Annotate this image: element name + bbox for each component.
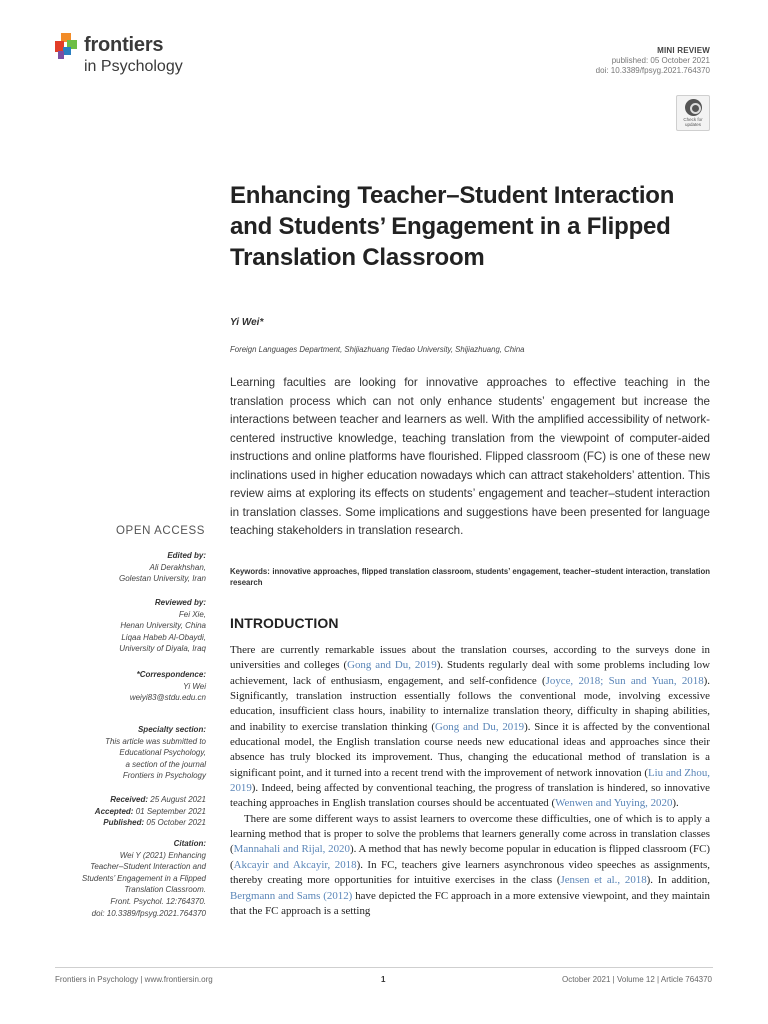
paragraph: There are currently remarkable issues about the translation courses, according to the surveys done in universities and colleges (Gong and Du, 2019). Students regularly deal with some problems including low achievement, lack of enthusiasm, engagement, and self-confidence (Joyce, 2018; Sun and Yuan, 2018). Significantly, translation instruction essentially follows the conventional mode, involving excessive education, insufficient class hours, inability to internalize translation theory, difficulty in shaping abilities, and inability to exercise translation thinking (Gong and Du, 2019). Since it is affected by the conventional educational model, the English translation course needs new educational ideas and approaches since their absence has truly blocked its improvement. Thus, changing the educational method of translation is a significant point, and it turned into a recent trend with the improvement of network innovation (Liu and Zhou, 2019). Indeed, being affected by conventional teaching, the progress of translation is hindered, so innovative teaching approaches in English translation courses should be accentuated (Wenwen and Yuying, 2020).: [230, 644, 711, 810]
specialty-section-block: Specialty section: This article was submitted to Educational Psychology, a section of the journal Frontiers in Psychology: [105, 725, 206, 781]
dates-block: Received: 25 August 2021 Accepted: 01 September 2021 Published: 05 October 2021: [94, 795, 206, 828]
citation-link[interactable]: Bergmann and Sams (2012): [230, 889, 353, 902]
edited-by-block: Edited by: Ali Derakhshan, Golestan University, Iran: [119, 551, 206, 584]
introduction-body: [230, 643, 710, 919]
logo-name-line2: in Psychology: [84, 58, 183, 75]
citation-block: Citation: Wei Y (2021) Enhancing Teacher–Student Interaction and Students’ Engagement in a Flipped Translation Classroom. Front. Psychol. 12:764370. doi: 10.3389/fpsyg.2021.764370: [81, 839, 206, 918]
published-date: published: 05 October 2021: [611, 56, 710, 65]
open-access-label: OPEN ACCESS: [116, 525, 206, 537]
citation-link[interactable]: Gong and Du, 2019: [434, 720, 525, 733]
logo-name-line1: frontiers: [84, 34, 164, 56]
citation-link[interactable]: Joyce, 2018; Sun and Yuan, 2018: [545, 674, 704, 687]
article-meta-header: [596, 45, 710, 76]
paragraph: There are some different ways to assist learners to overcome these difficulties, one of which is to apply a learning method that is proper to solve the problems that learners generally come across in translation classes (Mannahali and Rijal, 2020). A method that has newly become popular in education is flipped classroom (FC) (Akcayir and Akcayir, 2018). In FC, teachers give learners asynchronous video speeches as assignments, thereby creating more opportunities for intuitive exercises in the class (Jensen et al., 2018). In addition, Bergmann and Sams (2012) have depicted the FC approach in a more extensive viewpoint, and they maintain that the FC approach is a setting: [230, 812, 710, 917]
check-updates-label: Check for updates: [683, 117, 703, 127]
keywords: Keywords: innovative approaches, flipped translation classroom, students’ engagement, teacher–student interaction, translation research: [230, 567, 710, 587]
frontiers-logo-icon: [55, 33, 79, 59]
section-heading-introduction: INTRODUCTION: [230, 615, 339, 631]
doi-link[interactable]: doi: 10.3389/fpsyg.2021.764370: [595, 66, 710, 75]
author-name[interactable]: Yi Wei*: [230, 317, 264, 328]
article-title: Enhancing Teacher–Student Interaction and Students’ Engagement in a Flipped Translation Classroom: [230, 182, 675, 271]
citation-link[interactable]: Akcayir and Akcayir, 2018: [233, 858, 357, 871]
journal-logo: [55, 33, 215, 81]
page-number: 1: [381, 975, 386, 984]
correspondence-block: *Correspondence: Yi Wei weiyi83@stdu.edu.cn: [6, 669, 206, 704]
reviewed-by-block: Reviewed by: Fei Xie, Henan University, China Liqaa Habeb Al-Obaydi, University of Diyala, Iraq: [119, 598, 206, 654]
article-type: MINI REVIEW: [657, 46, 710, 55]
citation-link[interactable]: Wenwen and Yuying, 2020: [555, 797, 673, 810]
footer-issue-info: October 2021 | Volume 12 | Article 764370: [561, 975, 712, 984]
citation-link[interactable]: Gong and Du, 2019: [347, 659, 437, 672]
abstract-text: Learning faculties are looking for innovative approaches to effective teaching in the translation process which can not only enhance students’ engagement but increase the interactions between teacher and learners as well. With the amplified accessibility of network-centered instructive knowledge, teaching translation from the viewpoint of computer-aided instructions and online platforms have flourished. Flipped classroom (FC) is one of these new inclinations used in higher education nowadays which can attract stakeholders’ attention. This review aims at exploring its effects on students’ engagement and teacher–student interaction in translation classes. Some implications and suggestions have been presented for language teaching stakeholders in translation research.: [230, 376, 710, 537]
check-updates-icon: [685, 99, 702, 116]
footer-journal-link[interactable]: Frontiers in Psychology | www.frontiersin.org: [55, 975, 213, 984]
check-for-updates-button[interactable]: [676, 95, 710, 131]
citation-link[interactable]: Mannahali and Rijal, 2020: [233, 843, 350, 856]
citation-link[interactable]: Jensen et al., 2018: [560, 874, 647, 887]
citation-link[interactable]: Liu and Zhou, 2019: [230, 766, 710, 795]
author-affiliation: Foreign Languages Department, Shijiazhuang Tiedao University, Shijiazhuang, China: [230, 345, 525, 354]
footer-divider: [55, 967, 713, 968]
correspondence-email-link[interactable]: weiyi83@stdu.edu.cn: [129, 693, 206, 703]
